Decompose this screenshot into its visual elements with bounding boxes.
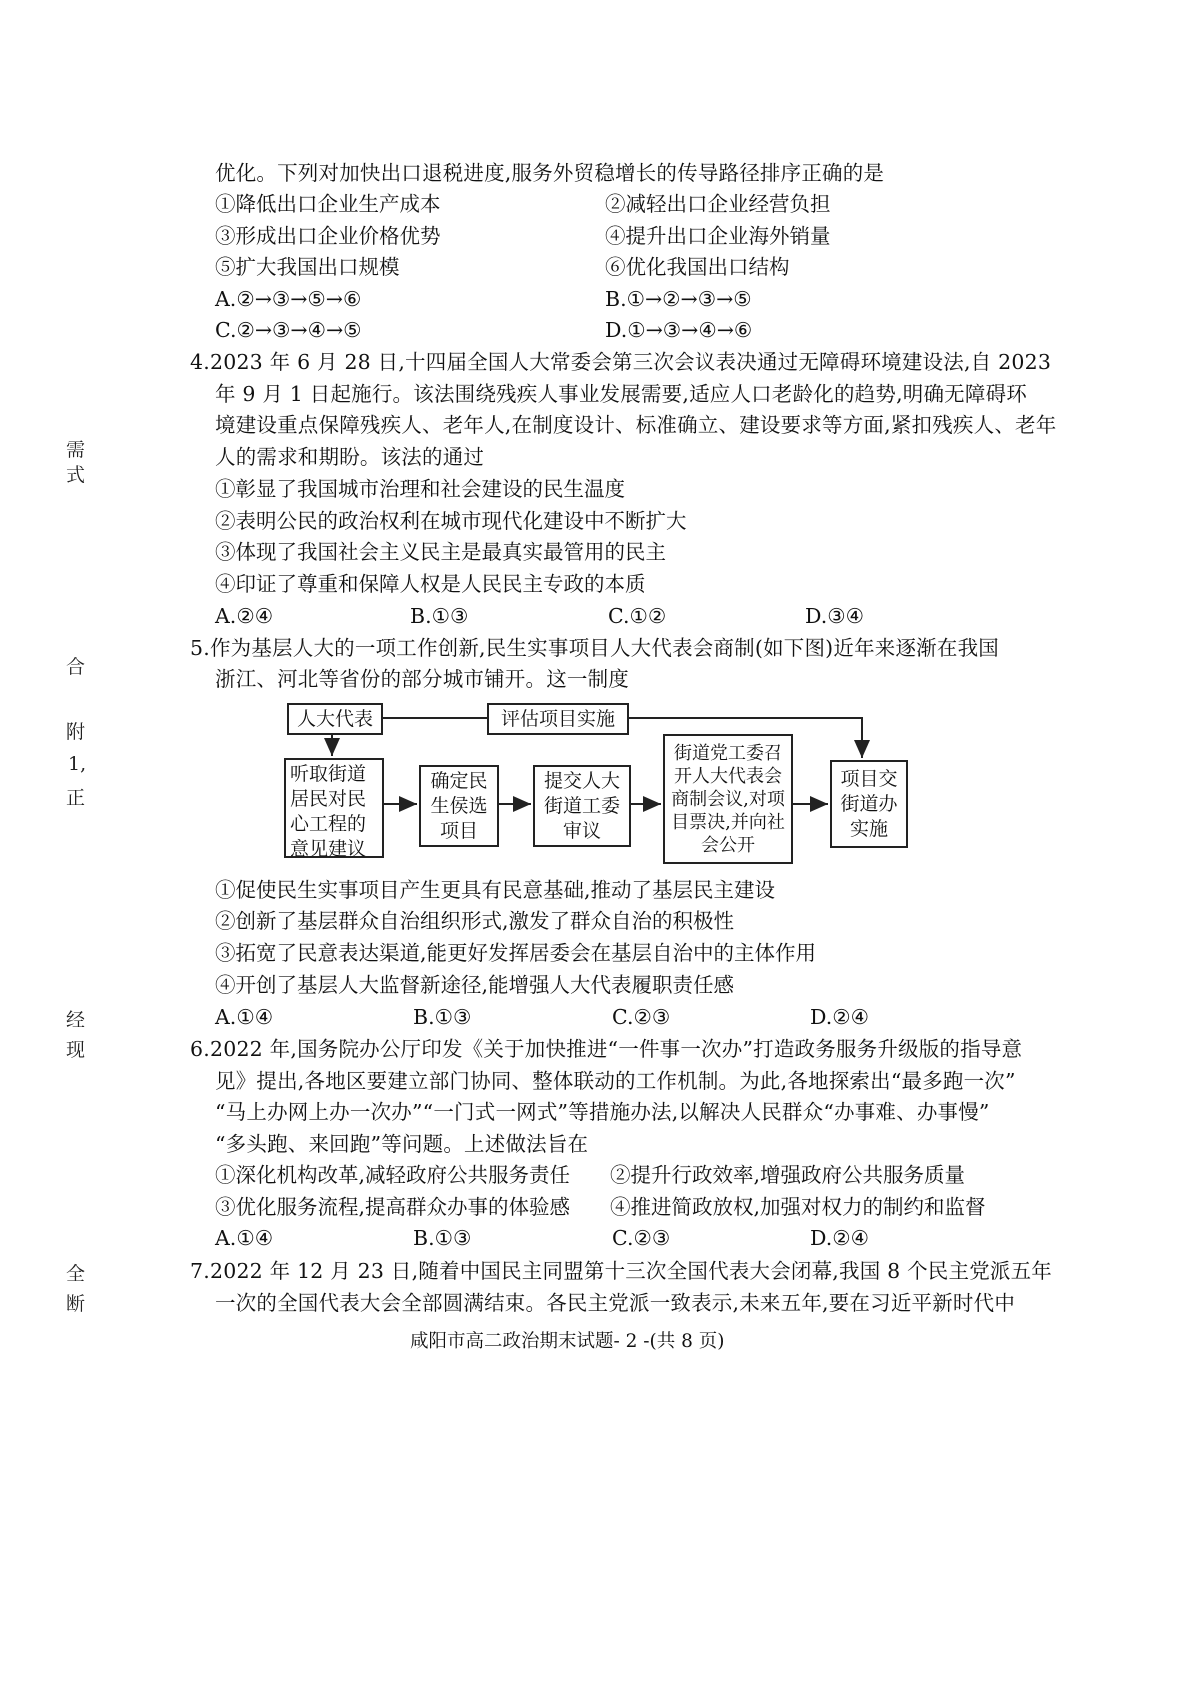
box-step-4	[663, 734, 793, 864]
step-2-line: 确定民	[430, 769, 488, 792]
q6-item-3: ③优化服务流程,提高群众办事的体验感	[215, 1195, 571, 1219]
box-step-1	[284, 758, 384, 858]
q3-item-5: ⑤扩大我国出口规模	[215, 255, 400, 279]
q4-choice-c: C.①②	[608, 604, 667, 628]
q5-item-1: ①促使民生实事项目产生更具有民意基础,推动了基层民主建设	[215, 878, 776, 902]
q3-item-2: ②减轻出口企业经营负担	[605, 192, 831, 216]
step-2-line: 生侯选	[430, 794, 488, 817]
margin-fragment: 断	[66, 1293, 86, 1315]
step-3-line: 审议	[562, 819, 601, 842]
q5-item-2: ②创新了基层群众自治组织形式,激发了群众自治的积极性	[215, 909, 735, 933]
step-1-line: 听取街道	[290, 763, 367, 785]
q3-item-4: ④提升出口企业海外销量	[605, 224, 831, 248]
step-1-line: 居民对民	[290, 788, 367, 810]
q5-choice-a: A.①④	[215, 1005, 274, 1029]
q4-item-3: ③体现了我国社会主义民主是最真实最管用的民主	[215, 540, 666, 564]
q3-choice-d: D.①→③→④→⑥	[605, 318, 753, 342]
step-4-line: 商制会议,对项	[671, 788, 785, 810]
step-1-line: 心工程的	[290, 813, 367, 835]
margin-fragment: 全	[66, 1263, 86, 1285]
box-step-3	[533, 765, 631, 847]
q6-item-1: ①深化机构改革,减轻政府公共服务责任	[215, 1163, 571, 1187]
q4-item-2: ②表明公民的政治权利在城市现代化建设中不断扩大	[215, 509, 687, 533]
step-4-line: 目票决,并向社	[671, 811, 785, 833]
q6-stem-line-3: “马上办网上办一次办”“一门式一网式”等措施办法,以解决人民群众“办事难、办事慢”	[215, 1100, 990, 1124]
margin-fragment: 式	[66, 464, 86, 486]
q6-stem-line-4: “多头跑、来回跑”等问题。上述做法旨在	[215, 1132, 589, 1156]
q3-choice-a: A.②→③→⑤→⑥	[215, 287, 362, 311]
step-4-line: 街道党工委召	[674, 742, 782, 764]
step-5-line: 实施	[849, 817, 888, 840]
q3-choice-c: C.②→③→④→⑤	[215, 318, 362, 342]
q4-stem-line-3: 境建设重点保障残疾人、老年人,在制度设计、标准确立、建设要求等方面,紧扣残疾人、老年	[215, 413, 1057, 437]
q6-item-4: ④推进简政放权,加强对权力的制约和监督	[610, 1195, 986, 1219]
q4-stem-line-2: 年 9 月 1 日起施行。该法围绕残疾人事业发展需要,适应人口老龄化的趋势,明确无障碍环	[215, 382, 1027, 406]
box-step-2	[419, 765, 499, 847]
step-3-line: 提交人大	[543, 769, 620, 792]
q5-item-4: ④开创了基层人大监督新途径,能增强人大代表履职责任感	[215, 973, 735, 997]
q7-stem-line-1: 7.2022 年 12 月 23 日,随着中国民主同盟第十三次全国代表大会闭幕,我国 8 个民主党派五年	[190, 1259, 1052, 1283]
margin-fragment: 附	[66, 721, 86, 743]
step-2-line: 项目	[439, 819, 478, 842]
margin-fragment: 正	[66, 787, 86, 809]
step-5-line: 街道办	[840, 792, 898, 815]
q7-stem-line-2: 一次的全国代表大会全部圆满结束。各民主党派一致表示,未来五年,要在习近平新时代中	[215, 1291, 1016, 1315]
margin-fragment: 经	[66, 1009, 86, 1031]
q4-item-1: ①彰显了我国城市治理和社会建设的民生温度	[215, 477, 625, 501]
margin-fragment: 需	[66, 439, 86, 461]
q3-stem-tail: 优化。下列对加快出口退税进度,服务外贸稳增长的传导路径排序正确的是	[215, 161, 885, 185]
q4-choice-a: A.②④	[215, 604, 274, 628]
q3-item-6: ⑥优化我国出口结构	[605, 255, 790, 279]
q6-choice-b: B.①③	[413, 1226, 472, 1250]
margin-fragment: 1,	[68, 753, 87, 775]
q6-stem-line-1: 6.2022 年,国务院办公厅印发《关于加快推进“一件事一次办”打造政务服务升级版的指导意	[190, 1037, 1023, 1061]
step-4-line: 会公开	[701, 834, 755, 856]
q4-choice-b: B.①③	[410, 604, 469, 628]
q6-choice-d: D.②④	[810, 1226, 869, 1250]
q6-choice-a: A.①④	[215, 1226, 274, 1250]
q3-item-1: ①降低出口企业生产成本	[215, 192, 441, 216]
box-npc-deputy: 人大代表	[287, 703, 383, 735]
q5-item-3: ③拓宽了民意表达渠道,能更好发挥居委会在基层自治中的主体作用	[215, 941, 817, 965]
q3-choice-b: B.①→②→③→⑤	[605, 287, 752, 311]
q5-choice-b: B.①③	[413, 1005, 472, 1029]
box-step-5	[830, 760, 908, 848]
step-5-line: 项目交	[840, 767, 898, 790]
q4-stem-line-1: 4.2023 年 6 月 28 日,十四届全国人大常委会第三次会议表决通过无障碍环境建设法,自 2023	[190, 350, 1052, 374]
q5-stem-line-2: 浙江、河北等省份的部分城市铺开。这一制度	[215, 667, 629, 691]
q4-stem-line-4: 人的需求和期盼。该法的通过	[215, 445, 485, 469]
q4-choice-d: D.③④	[805, 604, 864, 628]
q5-choice-d: D.②④	[810, 1005, 869, 1029]
step-4-line: 开人大代表会	[674, 765, 782, 787]
q5-stem-line-1: 5.作为基层人大的一项工作创新,民生实事项目人大代表会商制(如下图)近年来逐渐在我国	[190, 636, 999, 660]
margin-fragment: 合	[66, 656, 86, 678]
q6-choice-c: C.②③	[612, 1226, 671, 1250]
box-evaluate-implementation: 评估项目实施	[487, 703, 629, 735]
q6-item-2: ②提升行政效率,增强政府公共服务质量	[610, 1163, 966, 1187]
step-3-line: 街道工委	[543, 794, 620, 817]
page-footer: 咸阳市高二政治期末试题- 2 -(共 8 页)	[410, 1331, 725, 1352]
margin-fragment: 现	[66, 1039, 86, 1061]
q6-stem-line-2: 见》提出,各地区要建立部门协同、整体联动的工作机制。为此,各地探索出“最多跑一次”	[215, 1069, 1016, 1093]
q4-item-4: ④印证了尊重和保障人权是人民民主专政的本质	[215, 572, 646, 596]
q5-choice-c: C.②③	[612, 1005, 671, 1029]
step-1-line: 意见建议	[290, 838, 367, 860]
q3-item-3: ③形成出口企业价格优势	[215, 224, 441, 248]
